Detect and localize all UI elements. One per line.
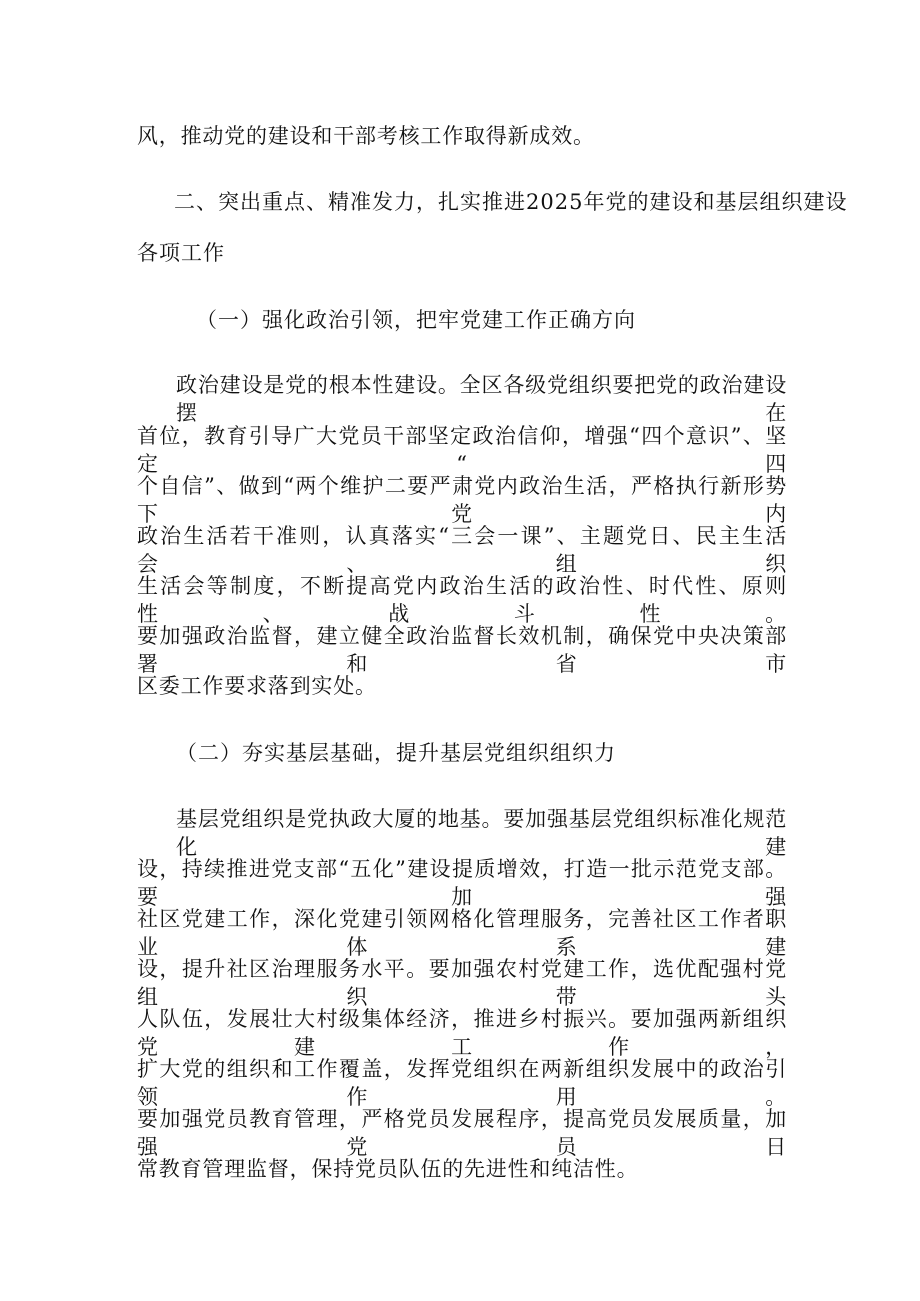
paragraph-line: 设，提升社区治理服务水平。要加强农村党建工作，选优配强村党组织带头	[137, 957, 787, 1009]
subsection-heading: （二）夯实基层基础，提升基层党组织组织力	[176, 741, 616, 765]
paragraph-line: 风，推动党的建设和干部考核工作取得新成效。	[137, 124, 595, 148]
paragraph-line: 要加强政治监督，建立健全政治监督长效机制，确保党中央决策部署和省市	[137, 624, 787, 676]
paragraph-line: 社区党建工作，深化党建引领网格化管理服务，完善社区工作者职业体系建	[137, 907, 787, 959]
paragraph-line: 扩大党的组织和工作覆盖，发挥党组织在两新组织发展中的政治引领作用。	[137, 1057, 787, 1109]
paragraph-line: 常教育管理监督，保持党员队伍的先进性和纯洁性。	[137, 1157, 639, 1181]
paragraph-line: 政治建设是党的根本性建设。全区各级党组织要把党的政治建设摆在	[176, 373, 787, 425]
paragraph-line: 首位，教育引导广大党员干部坚定政治信仰，增强“四个意识”、坚定“四	[137, 424, 787, 476]
paragraph-line: 人队伍，发展壮大村级集体经济，推进乡村振兴。要加强两新组织党建工作，	[137, 1007, 787, 1059]
subsection-heading: （一）强化政治引领，把牢党建工作正确方向	[196, 308, 636, 332]
paragraph-line: 要加强党员教育管理，严格党员发展程序，提高党员发展质量，加强党员日	[137, 1107, 787, 1159]
paragraph-line: 生活会等制度，不断提高党内政治生活的政治性、时代性、原则性、战斗性。	[137, 574, 787, 626]
paragraph-line: 区委工作要求落到实处。	[137, 674, 377, 698]
paragraph-line: 个自信”、做到“两个维护二要严肃党内政治生活，严格执行新形势下党内	[137, 474, 787, 526]
paragraph-line: 设，持续推进党支部“五化”建设提质增效，打造一批示范党支部。要加强	[137, 857, 787, 909]
paragraph-line: 政治生活若干准则，认真落实“三会一课”、主题党日、民主生活会、组织	[137, 524, 787, 576]
section-heading-line: 二、突出重点、精准发力，扎实推进2025年党的建设和基层组织建设	[174, 190, 848, 214]
section-heading-line: 各项工作	[137, 241, 225, 265]
paragraph-line: 基层党组织是党执政大厦的地基。要加强基层党组织标准化规范化建	[176, 807, 787, 859]
